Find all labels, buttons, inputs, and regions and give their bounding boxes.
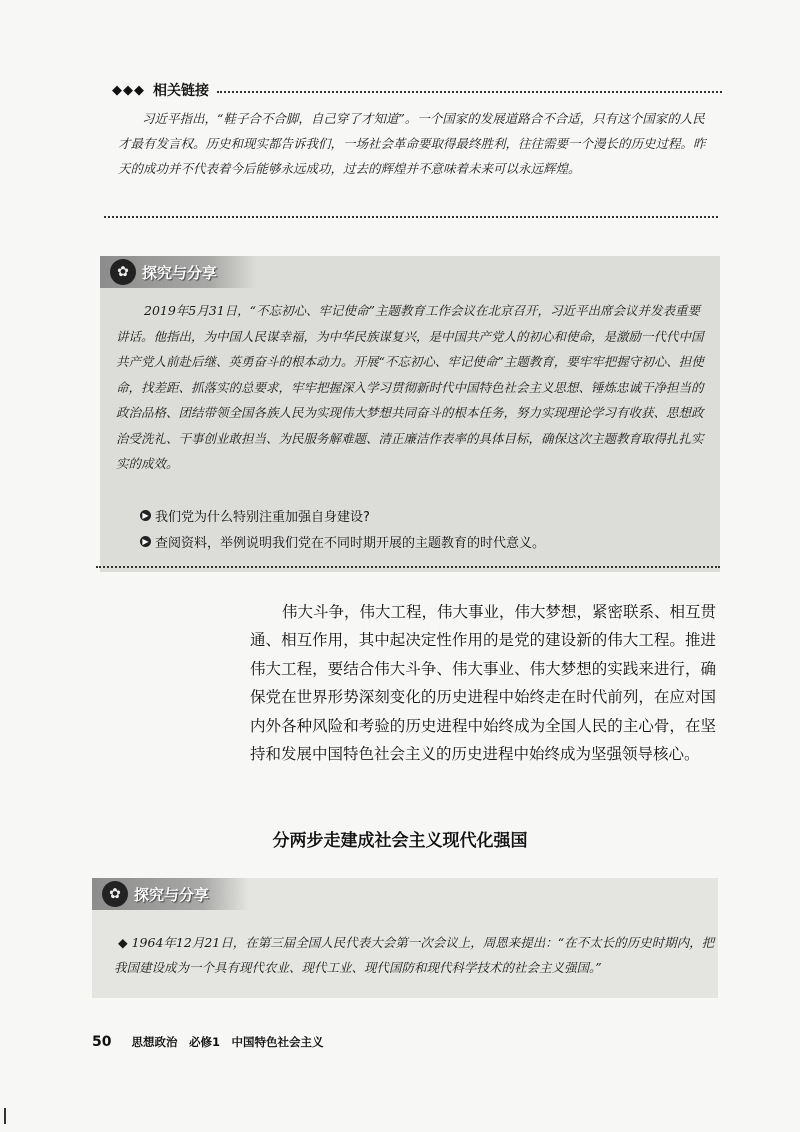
section-heading: 分两步走建成社会主义现代化强国 [272,831,528,851]
scan-margin-mark [4,1108,6,1124]
question-text: 我们党为什么特别注重加强自身建设? [155,510,370,525]
footer-book-title: 思想政治 必修1 中国特色社会主义 [131,1035,324,1049]
related-link-body: 习近平指出，“鞋子合不合脚，自己穿了才知道”。一个国家的发展道路合不合适，只有这个国家的人民才最有发言权。历史和现实都告诉我们，一场社会革命要取得最终胜利，往往需要一个漫长的历史过程。昨天的成功并不代表着今后能够永远成功，过去的辉煌并不意味着未来可以永远辉煌。 [118,111,706,176]
main-paragraph: 伟大斗争，伟大工程，伟大事业，伟大梦想，紧密联系、相互贯通、相互作用，其中起决定性作用的是党的建设新的伟大工程。推进伟大工程，要结合伟大斗争、伟大事业、伟大梦想的实践来进行，确保党在世界形势深刻变化的历史进程中始终走在时代前列，在应对国内外各种风险和考验的历史进程中始终成为全国人民的主心骨，在坚持和发展中国特色社会主义的历史进程中始终成为坚强领导核心。 [250,603,717,764]
diamond-icon: ◆◆◆ [112,82,145,98]
explore-share-label: 探究与分享 [142,263,218,282]
related-link-header [112,80,722,100]
explore-share-label: 探究与分享 [134,885,210,904]
puzzle-icon: ✿ [102,881,128,907]
related-link-title: 相关链接 [153,83,209,99]
question-1 [140,506,370,525]
explore-share-text: 2019年5月31日，“不忘初心、牢记使命”主题教育工作会议在北京召开，习近平出席会议并发表重要讲话。他指出，为中国人民谋幸福，为中华民族谋复兴，是中国共产党人的初心和使命，是激励一代代中国共产党人前赴后继、英勇奋斗的根本动力。开展“不忘初心、牢记使命”主题教育，要牢牢把握守初心、担使命，找差距、抓落实的总要求，牢牢把握深入学习贯彻新时代中国特色社会主义思想、锤炼忠诚干净担当的政治品格、团结带领全国各族人民为实现伟大梦想共同奋斗的根本任务，努力实现理论学习有收获、思想政治受洗礼、干事创业敢担当、为民服务解难题、清正廉洁作表率的具体目标，确保这次主题教育取得扎扎实实的成效。 [116,303,704,471]
diamond-bullet-icon: ◆ [118,935,128,950]
arrow-bullet-icon: ▶ [140,536,151,547]
puzzle-icon: ✿ [110,259,136,285]
explore-share-tag [100,256,257,288]
explore-share-tag [92,878,249,910]
arrow-bullet-icon: ▶ [140,510,151,521]
page-footer [92,1034,323,1050]
quote-block [114,930,718,980]
question-2 [140,532,545,551]
dotted-divider [217,91,722,93]
dotted-divider [96,566,720,568]
question-text: 查阅资料，举例说明我们党在不同时期开展的主题教育的时代意义。 [155,536,546,551]
page-number: 50 [92,1034,112,1050]
quote-text: 1964年12月21日，在第三届全国人民代表大会第一次会议上，周恩来提出：“在不太长的历史时期内，把我国建设成为一个具有现代农业、现代工业、现代国防和现代科学技术的社会主义强国。” [114,935,715,975]
dotted-divider [104,216,718,218]
